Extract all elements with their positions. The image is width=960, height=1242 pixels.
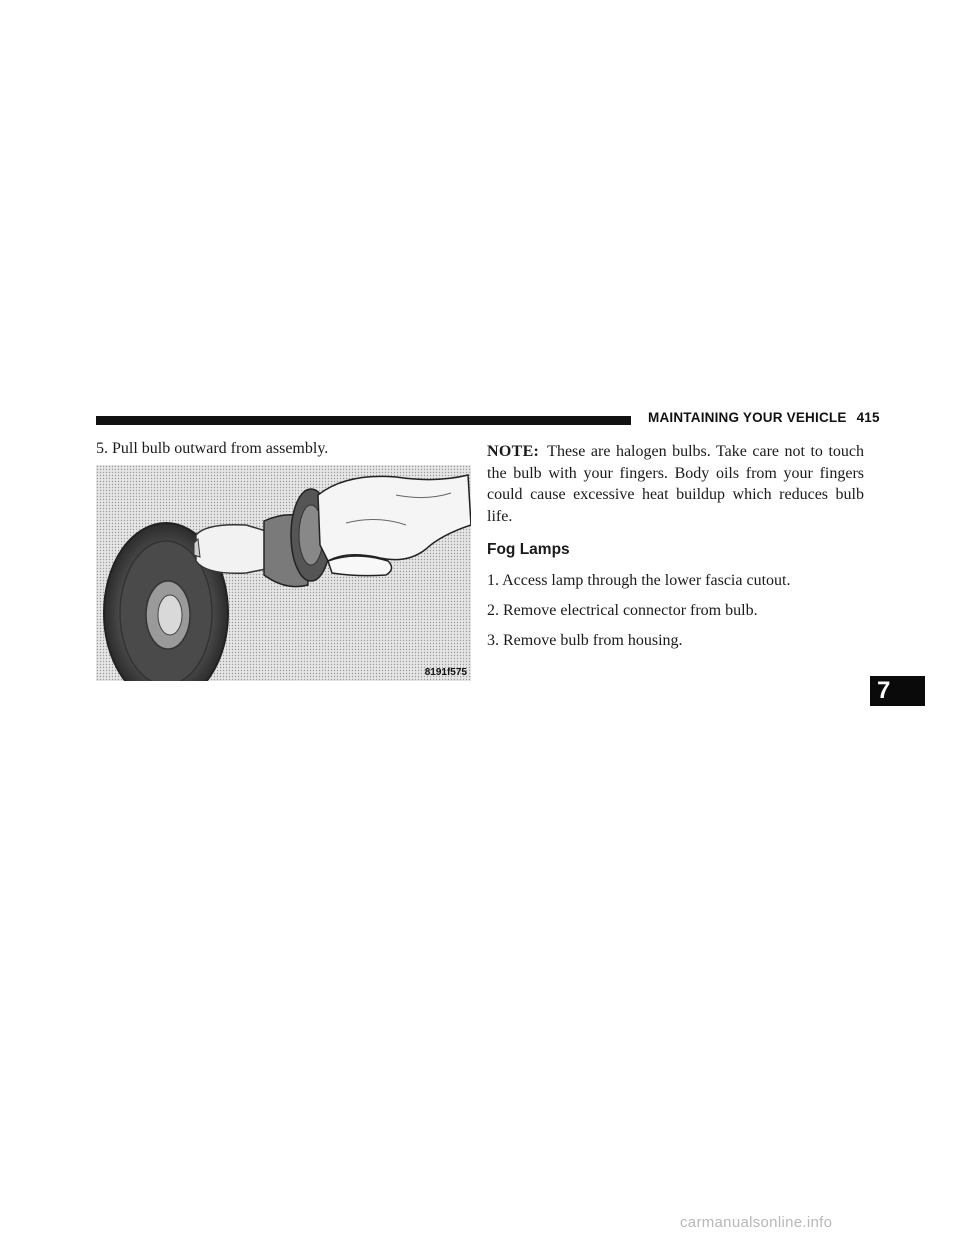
right-column [487, 441, 864, 651]
section-title: MAINTAINING YOUR VEHICLE [648, 410, 847, 425]
fog-lamps-heading: Fog Lamps [487, 541, 570, 558]
running-header [648, 410, 880, 425]
fog-step-2: 2. Remove electrical connector from bulb. [487, 602, 758, 619]
illustration-art [96, 465, 471, 681]
fog-step-1: 1. Access lamp through the lower fascia cutout. [487, 572, 791, 589]
watermark: carmanualsonline.info [680, 1214, 833, 1231]
chapter-tab: 7 [870, 676, 925, 706]
fog-step-3: 3. Remove bulb from housing. [487, 632, 683, 649]
figure-code: 8191f575 [424, 667, 467, 678]
note-text: These are halogen bulbs. Take care not to touch the bulb with your fingers. Body oils from your fingers could cause excessive heat buildup which reduces bulb life. [487, 443, 864, 525]
bulb-removal-illustration [96, 465, 471, 681]
header-rule [96, 416, 631, 425]
step-5: 5. Pull bulb outward from assembly. [96, 440, 329, 457]
note-label: NOTE: [487, 443, 540, 460]
halogen-note [487, 441, 864, 527]
left-column [96, 438, 471, 459]
page-number: 415 [856, 410, 880, 425]
